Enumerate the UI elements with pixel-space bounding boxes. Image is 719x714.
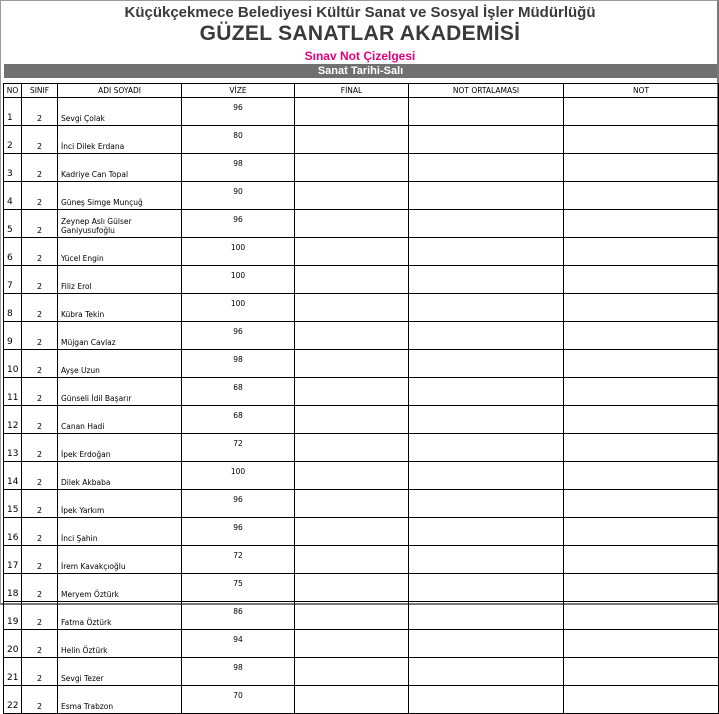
row-student-name: Günseli İdil Başarır <box>58 378 182 406</box>
table-header-row <box>4 84 719 98</box>
row-average-grade <box>409 378 564 406</box>
row-student-name: Sevgi Çolak <box>58 98 182 126</box>
row-final-grade <box>295 154 409 182</box>
row-no: 5 <box>4 210 22 238</box>
row-class: 2 <box>22 322 58 350</box>
row-midterm-grade: 72 <box>182 546 295 574</box>
row-class: 2 <box>22 518 58 546</box>
row-average-grade <box>409 98 564 126</box>
row-student-name: Kübra Tekin <box>58 294 182 322</box>
table-row <box>4 406 719 434</box>
table-row <box>4 126 719 154</box>
row-final-grade <box>295 546 409 574</box>
row-average-grade <box>409 322 564 350</box>
row-final-grade <box>295 602 409 630</box>
row-final-grade <box>295 518 409 546</box>
row-midterm-grade: 68 <box>182 406 295 434</box>
table-row <box>4 462 719 490</box>
col-header-no: NO <box>4 84 22 98</box>
row-class: 2 <box>22 294 58 322</box>
row-average-grade <box>409 658 564 686</box>
row-average-grade <box>409 182 564 210</box>
row-no: 20 <box>4 630 22 658</box>
row-student-name: Güneş Simge Munçuğ <box>58 182 182 210</box>
row-midterm-grade: 80 <box>182 126 295 154</box>
row-midterm-grade: 96 <box>182 518 295 546</box>
row-student-name: Helin Öztürk <box>58 630 182 658</box>
row-final-grade <box>295 350 409 378</box>
table-row <box>4 658 719 686</box>
page-title: GÜZEL SANATLAR AKADEMİSİ <box>199 22 521 45</box>
row-no: 2 <box>4 126 22 154</box>
row-letter-grade <box>564 126 719 154</box>
row-student-name: Yücel Engin <box>58 238 182 266</box>
table-row <box>4 98 719 126</box>
row-average-grade <box>409 630 564 658</box>
row-average-grade <box>409 406 564 434</box>
row-class: 2 <box>22 154 58 182</box>
row-final-grade <box>295 210 409 238</box>
row-no: 21 <box>4 658 22 686</box>
row-average-grade <box>409 238 564 266</box>
row-final-grade <box>295 658 409 686</box>
row-student-name: Filiz Erol <box>58 266 182 294</box>
table-row <box>4 602 719 630</box>
table-row <box>4 434 719 462</box>
row-student-name: Dilek Akbaba <box>58 462 182 490</box>
row-class: 2 <box>22 406 58 434</box>
row-letter-grade <box>564 406 719 434</box>
row-no: 22 <box>4 686 22 714</box>
row-average-grade <box>409 602 564 630</box>
row-final-grade <box>295 378 409 406</box>
row-letter-grade <box>564 182 719 210</box>
row-average-grade <box>409 434 564 462</box>
row-final-grade <box>295 630 409 658</box>
row-class: 2 <box>22 602 58 630</box>
col-header-sinif: SINIF <box>22 84 58 98</box>
row-average-grade <box>409 294 564 322</box>
organization-title: Küçükçekmece Belediyesi Kültür Sanat ve Sosyal İşler Müdürlüğü <box>124 4 596 21</box>
row-class: 2 <box>22 434 58 462</box>
row-class: 2 <box>22 350 58 378</box>
row-class: 2 <box>22 378 58 406</box>
row-letter-grade <box>564 238 719 266</box>
row-letter-grade <box>564 518 719 546</box>
table-row <box>4 322 719 350</box>
row-midterm-grade: 96 <box>182 98 295 126</box>
course-bar: Sanat Tarihi-Salı <box>4 64 717 78</box>
table-row <box>4 518 719 546</box>
row-letter-grade <box>564 574 719 602</box>
row-midterm-grade: 68 <box>182 378 295 406</box>
row-student-name: Sevgi Tezer <box>58 658 182 686</box>
row-class: 2 <box>22 546 58 574</box>
row-final-grade <box>295 126 409 154</box>
row-no: 18 <box>4 574 22 602</box>
row-letter-grade <box>564 686 719 714</box>
table-row <box>4 154 719 182</box>
row-student-name: İnci Dilek Erdana <box>58 126 182 154</box>
row-class: 2 <box>22 686 58 714</box>
row-average-grade <box>409 574 564 602</box>
row-letter-grade <box>564 434 719 462</box>
row-final-grade <box>295 98 409 126</box>
row-midterm-grade: 100 <box>182 238 295 266</box>
table-row <box>4 378 719 406</box>
table-row <box>4 266 719 294</box>
row-class: 2 <box>22 238 58 266</box>
row-no: 16 <box>4 518 22 546</box>
row-no: 12 <box>4 406 22 434</box>
row-no: 1 <box>4 98 22 126</box>
row-no: 13 <box>4 434 22 462</box>
row-no: 4 <box>4 182 22 210</box>
row-class: 2 <box>22 182 58 210</box>
table-row <box>4 686 719 714</box>
row-average-grade <box>409 350 564 378</box>
row-midterm-grade: 96 <box>182 210 295 238</box>
row-no: 17 <box>4 546 22 574</box>
row-letter-grade <box>564 98 719 126</box>
row-average-grade <box>409 686 564 714</box>
row-midterm-grade: 100 <box>182 266 295 294</box>
col-header-average: NOT ORTALAMASI <box>409 84 564 98</box>
row-letter-grade <box>564 462 719 490</box>
row-class: 2 <box>22 462 58 490</box>
row-student-name: Zeynep Aslı Gülser Ganiyusufoğlu <box>58 210 182 238</box>
row-letter-grade <box>564 602 719 630</box>
row-letter-grade <box>564 350 719 378</box>
table-row <box>4 630 719 658</box>
row-midterm-grade: 90 <box>182 182 295 210</box>
row-student-name: Müjgan Cavlaz <box>58 322 182 350</box>
col-header-final: FİNAL <box>295 84 409 98</box>
row-no: 10 <box>4 350 22 378</box>
table-row <box>4 546 719 574</box>
grades-table <box>3 83 719 714</box>
row-final-grade <box>295 574 409 602</box>
row-student-name: Meryem Öztürk <box>58 574 182 602</box>
row-midterm-grade: 100 <box>182 294 295 322</box>
row-student-name: Canan Hadi <box>58 406 182 434</box>
table-row <box>4 574 719 602</box>
row-no: 15 <box>4 490 22 518</box>
row-letter-grade <box>564 658 719 686</box>
table-row <box>4 182 719 210</box>
row-midterm-grade: 86 <box>182 602 295 630</box>
row-class: 2 <box>22 490 58 518</box>
row-letter-grade <box>564 210 719 238</box>
row-final-grade <box>295 406 409 434</box>
row-average-grade <box>409 462 564 490</box>
row-class: 2 <box>22 574 58 602</box>
row-letter-grade <box>564 378 719 406</box>
sheet-subtitle: Sınav Not Çizelgesi <box>304 49 416 63</box>
row-midterm-grade: 100 <box>182 462 295 490</box>
row-no: 19 <box>4 602 22 630</box>
row-final-grade <box>295 686 409 714</box>
row-class: 2 <box>22 266 58 294</box>
col-header-vize: VİZE <box>182 84 295 98</box>
row-letter-grade <box>564 154 719 182</box>
row-midterm-grade: 96 <box>182 322 295 350</box>
col-header-name: ADI SOYADI <box>58 84 182 98</box>
row-midterm-grade: 75 <box>182 574 295 602</box>
row-average-grade <box>409 210 564 238</box>
row-final-grade <box>295 322 409 350</box>
row-average-grade <box>409 546 564 574</box>
row-student-name: İrem Kavakçıoğlu <box>58 546 182 574</box>
row-student-name: Ayşe Uzun <box>58 350 182 378</box>
col-header-not: NOT <box>564 84 719 98</box>
row-midterm-grade: 70 <box>182 686 295 714</box>
row-final-grade <box>295 462 409 490</box>
row-average-grade <box>409 154 564 182</box>
row-no: 8 <box>4 294 22 322</box>
row-no: 3 <box>4 154 22 182</box>
row-average-grade <box>409 126 564 154</box>
row-final-grade <box>295 294 409 322</box>
row-student-name: İnci Şahin <box>58 518 182 546</box>
row-student-name: İpek Yarkım <box>58 490 182 518</box>
row-student-name: Esma Trabzon <box>58 686 182 714</box>
row-midterm-grade: 98 <box>182 154 295 182</box>
row-no: 9 <box>4 322 22 350</box>
row-letter-grade <box>564 630 719 658</box>
row-class: 2 <box>22 98 58 126</box>
row-final-grade <box>295 266 409 294</box>
row-class: 2 <box>22 126 58 154</box>
table-row <box>4 294 719 322</box>
row-average-grade <box>409 490 564 518</box>
row-midterm-grade: 98 <box>182 658 295 686</box>
row-letter-grade <box>564 546 719 574</box>
row-final-grade <box>295 490 409 518</box>
table-row <box>4 238 719 266</box>
row-no: 14 <box>4 462 22 490</box>
row-class: 2 <box>22 210 58 238</box>
table-row <box>4 210 719 238</box>
row-student-name: Fatma Öztürk <box>58 602 182 630</box>
row-final-grade <box>295 238 409 266</box>
table-row <box>4 350 719 378</box>
table-row <box>4 490 719 518</box>
row-final-grade <box>295 182 409 210</box>
row-midterm-grade: 94 <box>182 630 295 658</box>
row-no: 11 <box>4 378 22 406</box>
row-midterm-grade: 72 <box>182 434 295 462</box>
row-letter-grade <box>564 294 719 322</box>
row-letter-grade <box>564 490 719 518</box>
row-letter-grade <box>564 322 719 350</box>
row-midterm-grade: 96 <box>182 490 295 518</box>
row-no: 6 <box>4 238 22 266</box>
row-student-name: İpek Erdoğan <box>58 434 182 462</box>
row-average-grade <box>409 518 564 546</box>
row-midterm-grade: 98 <box>182 350 295 378</box>
row-class: 2 <box>22 658 58 686</box>
row-class: 2 <box>22 630 58 658</box>
row-student-name: Kadriye Can Topal <box>58 154 182 182</box>
row-letter-grade <box>564 266 719 294</box>
row-no: 7 <box>4 266 22 294</box>
row-final-grade <box>295 434 409 462</box>
row-average-grade <box>409 266 564 294</box>
